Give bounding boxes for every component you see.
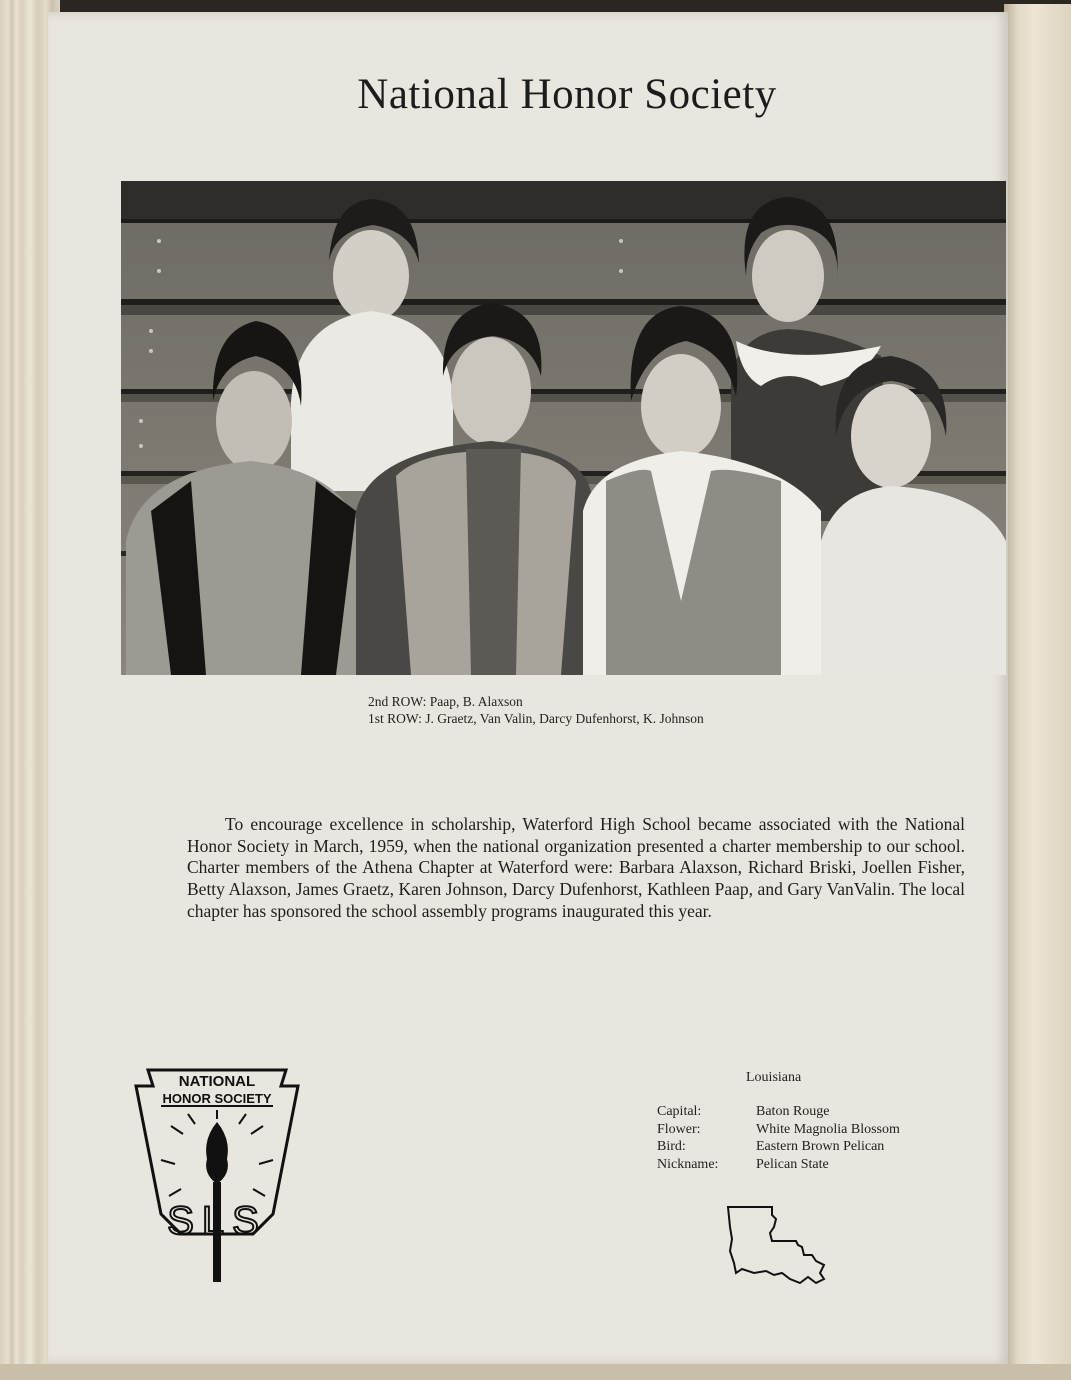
group-photo — [121, 181, 1006, 675]
caption-second-row: 2nd ROW: Paap, B. Alaxson — [368, 694, 523, 709]
fact-value: Pelican State — [756, 1156, 829, 1172]
nhs-keystone-logo — [133, 1064, 301, 1286]
fact-bird — [657, 1138, 900, 1156]
facing-page-edge — [1004, 4, 1071, 1380]
fact-label: Bird: — [657, 1139, 686, 1154]
fact-label: Capital: — [657, 1104, 702, 1119]
fact-value: White Magnolia Blossom — [756, 1121, 900, 1137]
state-facts — [657, 1103, 900, 1173]
group-photo-illustration — [121, 181, 1006, 675]
torch-flame-icon — [206, 1122, 228, 1184]
fact-value: Baton Rouge — [756, 1104, 830, 1119]
logo-line-1: NATIONAL — [178, 1073, 256, 1090]
state-name: Louisiana — [746, 1070, 802, 1085]
photo-caption — [368, 693, 704, 727]
scan-bottom-edge — [0, 1364, 1071, 1380]
louisiana-outline-icon — [724, 1203, 828, 1287]
fact-label: Nickname: — [657, 1156, 719, 1172]
fact-nickname — [657, 1156, 900, 1174]
logo-line-2: HONOR SOCIETY — [162, 1091, 272, 1106]
scan-top-edge — [0, 0, 1071, 12]
fact-capital — [657, 1103, 900, 1121]
caption-first-row: 1st ROW: J. Graetz, Van Valin, Darcy Dufenhorst, K. Johnson — [368, 711, 704, 726]
page-title: National Honor Society — [357, 71, 777, 118]
fact-value: Eastern Brown Pelican — [756, 1139, 885, 1154]
fact-label: Flower: — [657, 1121, 701, 1137]
logo-letters: SLS — [167, 1199, 267, 1243]
body-paragraph: To encourage excellence in scholarship, Waterford High School became associated with the National Honor Society in March, 1959, when the national organization presented a charter membership to our school. Charter members of the Athena Chapter at Waterford were: Barbara Alaxson, Richard Briski, Joellen Fisher, Betty Alaxson, James Graetz, Karen Johnson, Darcy Dufenhorst, Kathleen Paap, and Gary VanValin. The local chapter has sponsored the school assembly programs inaugurated this year. — [187, 814, 965, 921]
fact-flower — [657, 1121, 900, 1139]
